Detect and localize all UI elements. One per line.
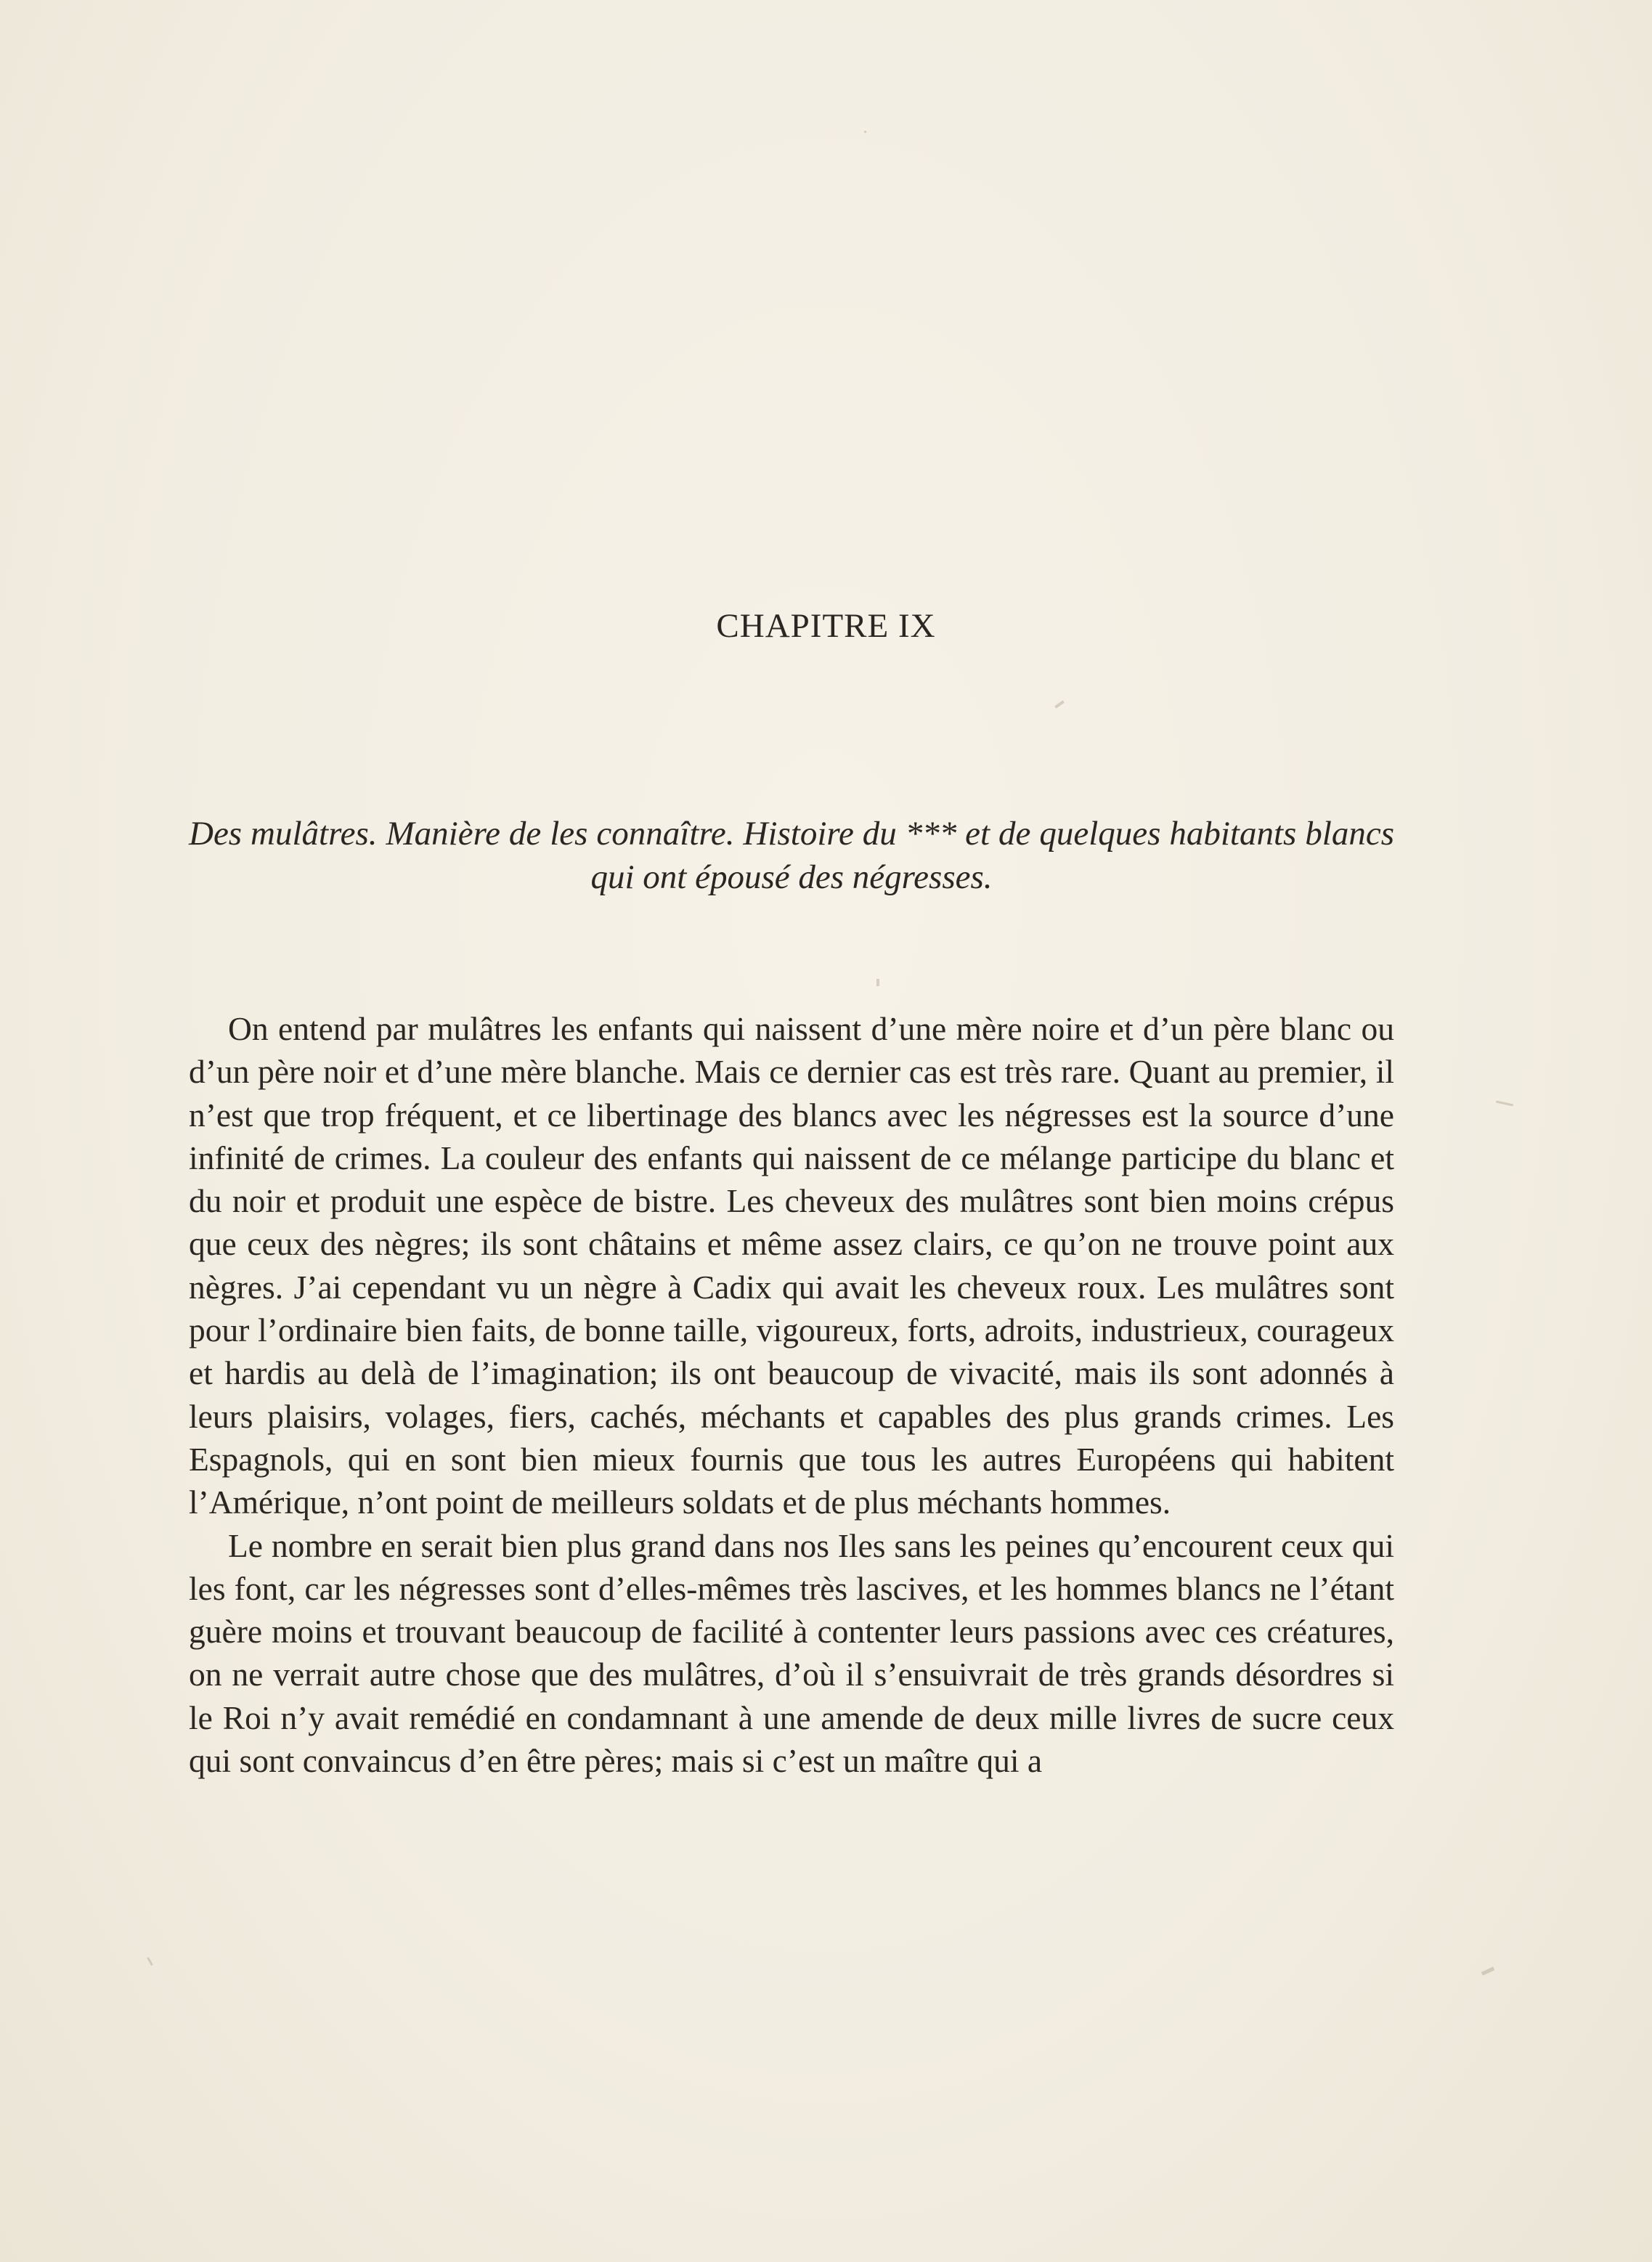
paper-speck <box>876 979 879 986</box>
paragraph: Le nombre en serait bien plus grand dans nos Iles sans les peines qu’encourent ceux qui les font, car les négresses sont d’elles-mêmes très lascives, et les hommes blancs ne l’étant guère moins et trouvant beaucoup de facilité à contenter leurs passions avec ces créatures, on ne verrait autre chose que des mulâtres, d’où il s’ensuivrait de très grands désordres si le Roi n’y avait remédié en condamnant à une amende de deux mille livres de sucre ceux qui sont convaincus d’en être pères; mais si c’est un maître qui a <box>189 1526 1394 1780</box>
body-text <box>189 1007 1394 1782</box>
paper-speck <box>147 1957 153 1966</box>
paper-speck <box>864 131 866 133</box>
paper-speck <box>1496 1101 1513 1107</box>
paper-speck <box>1481 1966 1494 1975</box>
chapter-summary: Des mulâtres. Manière de les connaître. Histoire du *** et de quelques habitants blancs qui ont épousé des négresses. <box>189 815 1394 896</box>
paper-speck <box>1054 700 1065 708</box>
chapter-title: CHAPITRE IX <box>716 607 936 645</box>
paragraph: On entend par mulâtres les enfants qui naissent d’une mère noire et d’un père blanc ou d’un père noir et d’une mère blanche. Mais ce dernier cas est très rare. Quant au premier, il n’est que trop fréquent, et ce libertinage des blancs avec les négresses est la source d’une infinité de crimes. La couleur des enfants qui naissent de ce mélange participe du blanc et du noir et produit une espèce de bistre. Les cheveux des mulâtres sont bien moins crépus que ceux des nègres; ils sont châtains et même assez clairs, ce qu’on ne trouve point aux nègres. J’ai cependant vu un nègre à Cadix qui avait les cheveux roux. Les mulâtres sont pour l’ordinaire bien faits, de bonne taille, vigoureux, forts, adroits, industrieux, courageux et hardis au delà de l’imagination; ils ont beaucoup de vivacité, mais ils sont adonnés à leurs plaisirs, volages, fiers, cachés, méchants et capables des plus grands crimes. Les Espagnols, qui en sont bien mieux fournis que tous les autres Européens qui habitent l’Amérique, n’ont point de meilleurs soldats et de plus méchants hommes. <box>189 1010 1394 1521</box>
